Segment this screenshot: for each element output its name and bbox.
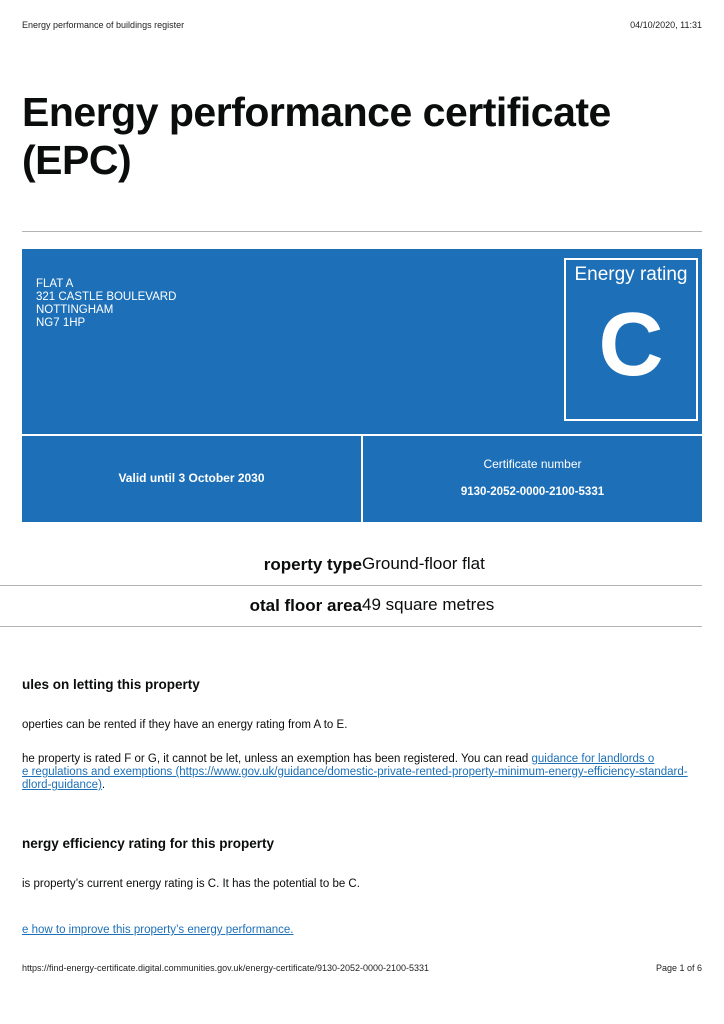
certificate-number-block (363, 457, 702, 498)
letting-para2 (22, 753, 702, 792)
improve-link-wrap (0, 920, 702, 938)
energy-rating-box (564, 258, 698, 421)
certificate-number-label: Certificate number (483, 457, 582, 471)
valid-until: Valid until 3 October 2030 (118, 471, 265, 485)
improve-performance-link[interactable]: e how to improve this property’s energy performance. (22, 924, 294, 936)
property-type-label: roperty type (263, 555, 362, 574)
address-line: NOTTINGHAM (36, 304, 114, 316)
address-line: 321 CASTLE BOULEVARD (36, 291, 177, 303)
page-title-line2: (EPC) (22, 137, 132, 183)
letting-para2-text: he property is rated F or G, it cannot be let, unless an exemption has been registered. You can read (22, 753, 532, 765)
regulations-url-end[interactable]: dlord-guidance) (22, 779, 102, 791)
floor-area-label: otal floor area (249, 596, 362, 615)
property-summary (0, 545, 702, 627)
floor-area-value: 49 square metres (362, 595, 495, 614)
efficiency-heading: nergy efficiency rating for this property (22, 836, 275, 851)
efficiency-heading-wrap (0, 836, 702, 851)
page-number: Page 1 of 6 (655, 963, 702, 973)
letting-para2-end: . (101, 779, 106, 791)
print-footer (22, 963, 702, 973)
energy-rating-label: Energy rating (574, 264, 688, 285)
property-address (36, 278, 176, 330)
summary-row-floor-area (0, 586, 702, 627)
page-title-line1: Energy performance certificate (22, 89, 611, 135)
efficiency-para-wrap (0, 878, 702, 891)
address-line: FLAT A (36, 278, 74, 290)
letting-para1-wrap (0, 719, 702, 732)
letting-heading: ules on letting this property (22, 677, 200, 692)
letting-heading-wrap (0, 677, 702, 692)
landlord-guidance-link[interactable]: guidance for landlords o (531, 753, 655, 765)
page-title (22, 88, 682, 184)
section-divider (22, 231, 702, 232)
property-type-value: Ground-floor flat (362, 554, 485, 573)
print-header (22, 20, 702, 30)
summary-row-property-type (0, 545, 702, 586)
energy-rating-letter: C (598, 295, 664, 395)
regulations-url[interactable]: (https://www.gov.uk/guidance/domestic-private-rented-property-minimum-energy-efficiency-standard- (172, 766, 688, 778)
letting-para1: operties can be rented if they have an energy rating from A to E. (22, 719, 348, 731)
regulations-link[interactable]: e regulations and exemptions (22, 766, 173, 778)
certificate-number: 9130-2052-0000-2100-5331 (460, 486, 605, 498)
address-line: NG7 1HP (36, 317, 86, 329)
epc-summary-banner (22, 249, 702, 522)
print-header-datetime: 04/10/2020, 11:31 (630, 20, 702, 30)
print-header-title: Energy performance of buildings register (22, 20, 185, 30)
letting-para2-wrap (0, 753, 702, 792)
print-footer-url: https://find-energy-certificate.digital.communities.gov.uk/energy-certificate/9130-2052-0000-2100-5331 (22, 963, 430, 973)
efficiency-para: is property’s current energy rating is C. It has the potential to be C. (22, 878, 360, 890)
